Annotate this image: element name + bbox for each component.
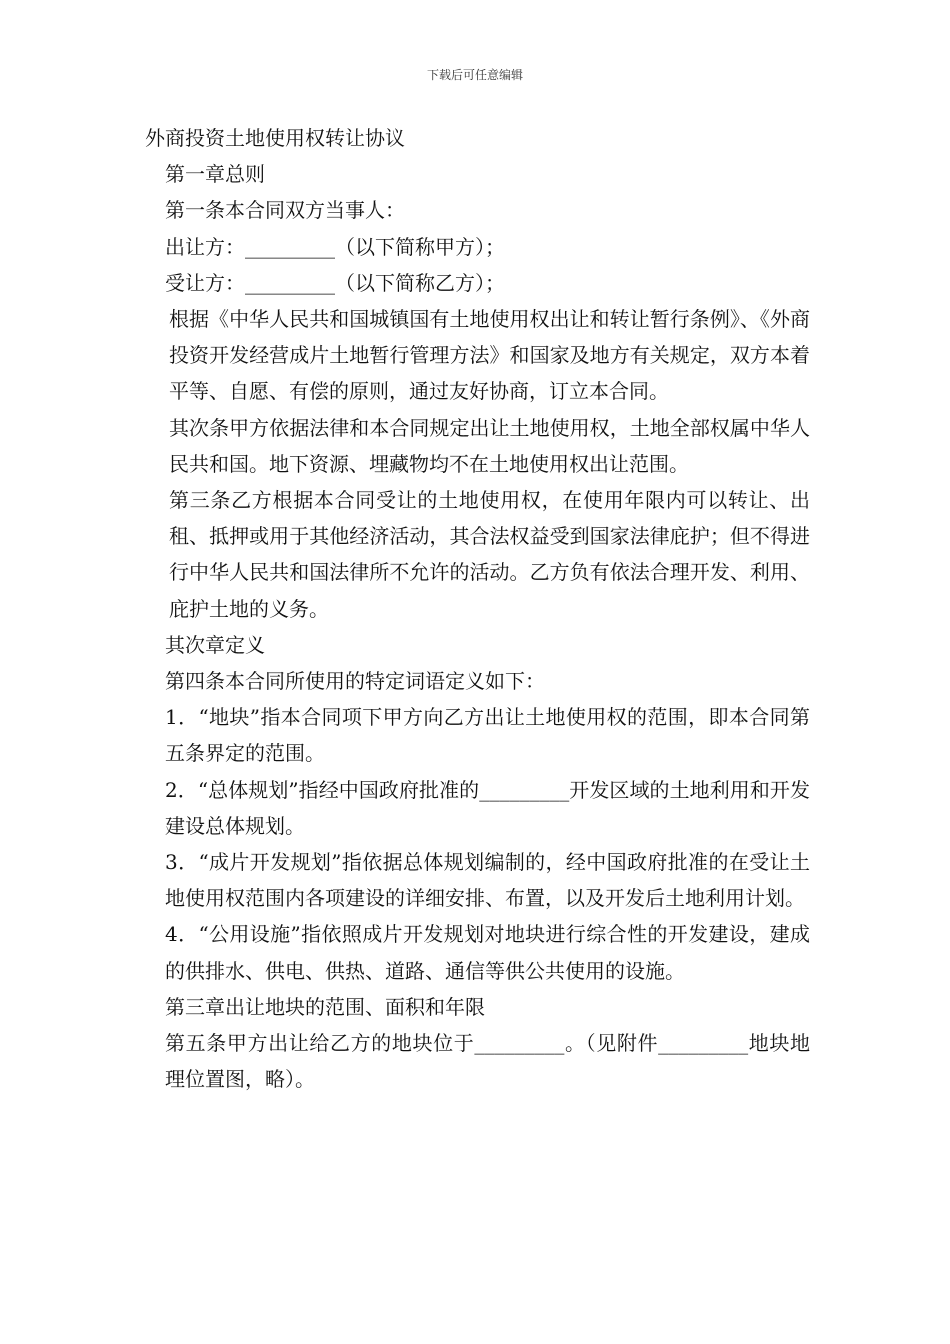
article-2: 其次条甲方依据法律和本合同规定出让土地使用权，土地全部权属中华人民共和国。地下资源、埋藏物均不在土地使用权出让范围。 bbox=[169, 415, 810, 476]
definition-4: 4．“公用设施”指依照成片开发规划对地块进行综合性的开发建设，建成的供排水、供电、供热、道路、通信等供公共使用的设施。 bbox=[165, 922, 810, 983]
chapter-heading: 其次章定义 bbox=[165, 632, 265, 657]
transferor-line: 出让方：_________（以下简称甲方）； bbox=[165, 234, 505, 259]
chapter-heading: 第一章总则 bbox=[165, 162, 265, 187]
definition-3: 3．“成片开发规划”指依据总体规划编制的，经中国政府批准的在受让土地使用权范围内各项建设的详细安排、布置，以及开发后土地利用计划。 bbox=[165, 850, 810, 911]
article-1: 第一条本合同双方当事人： bbox=[165, 198, 405, 223]
article-4: 第四条本合同所使用的特定词语定义如下： bbox=[165, 669, 545, 694]
document-title: 外商投资土地使用权转让协议 bbox=[145, 126, 405, 150]
definition-1: 1．“地块”指本合同项下甲方向乙方出让土地使用权的范围，即本合同第五条界定的范围。 bbox=[165, 705, 810, 766]
definition-2: 2．“总体规划”指经中国政府批准的_________开发区域的土地利用和开发建设总体规划。 bbox=[165, 777, 810, 838]
chapter-heading: 第三章出让地块的范围、面积和年限 bbox=[165, 994, 485, 1019]
article-5: 第五条甲方出让给乙方的地块位于_________。（见附件_________地块地理位置图，略）。 bbox=[165, 1031, 810, 1092]
transferee-line: 受让方：_________（以下简称乙方）； bbox=[165, 270, 505, 295]
legal-basis-paragraph: 根据《中华人民共和国城镇国有土地使用权出让和转让暂行条例》、《外商投资开发经营成片土地暂行管理方法》和国家及地方有关规定，双方本着平等、自愿、有偿的原则，通过友好协商，订立本合同。 bbox=[169, 307, 810, 404]
document-body bbox=[145, 120, 810, 1097]
page-header: 下载后可任意编辑 bbox=[426, 68, 523, 82]
article-3: 第三条乙方根据本合同受让的土地使用权，在使用年限内可以转让、出租、抵押或用于其他经济活动，其合法权益受到国家法律庇护；但不得进行中华人民共和国法律所不允许的活动。乙方负有依法合理开发、利用、庇护土地的义务。 bbox=[169, 488, 810, 621]
